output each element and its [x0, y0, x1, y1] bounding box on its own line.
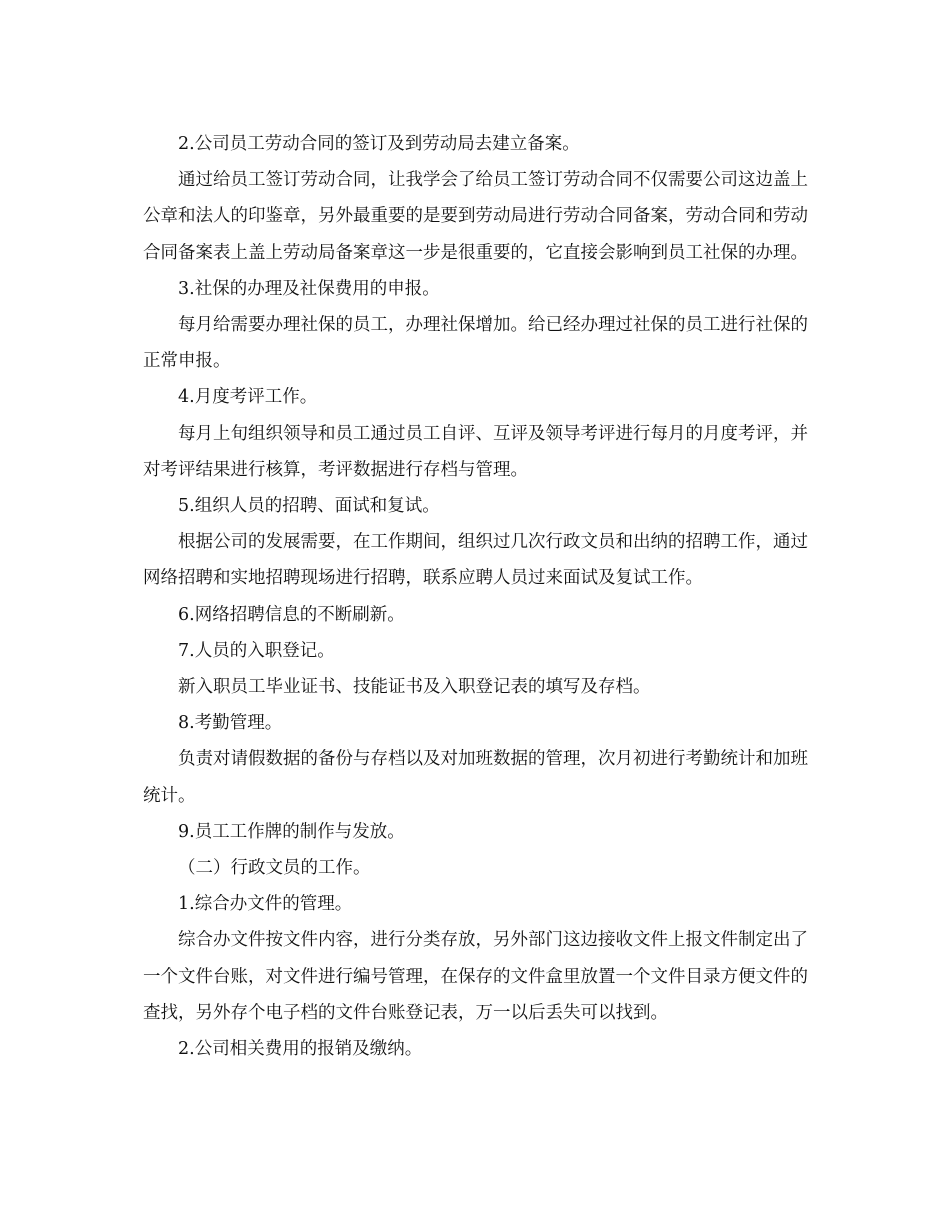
paragraph-heading: 5.组织人员的招聘、面试和复试。	[178, 496, 440, 517]
paragraph-body: 负责对请假数据的备份与存档以及对加班数据的管理，次月初进行考勤统计和加班统计。	[143, 749, 808, 806]
document-body	[143, 126, 808, 1067]
paragraph-heading: 8.考勤管理。	[178, 713, 283, 734]
paragraph-heading: 2.公司员工劳动合同的签订及到劳动局去建立备案。	[178, 134, 580, 154]
paragraph-body: 根据公司的发展需要，在工作期间，组织过几次行政文员和出纳的招聘工作，通过网络招聘和实地招聘现场进行招聘，联系应聘人员过来面试及复试工作。	[143, 532, 808, 589]
paragraph-body: 综合办文件按文件内容，进行分类存放，另外部门这边接收文件上报文件制定出了一个文件台账，对文件进行编号管理，在保存的文件盒里放置一个文件目录方便文件的查找，另外存个电子档的文件台账登记表，万一以后丢失可以找到。	[143, 930, 808, 1023]
section-heading: （二）行政文员的工作。	[178, 858, 371, 879]
paragraph-heading: 4.月度考评工作。	[178, 387, 318, 408]
paragraph-heading: 9.员工工作牌的制作与发放。	[178, 821, 405, 842]
paragraph-body: 每月上旬组织领导和员工通过员工自评、互评及领导考评进行每月的月度考评，并对考评结果进行核算，考评数据进行存档与管理。	[143, 423, 808, 480]
paragraph-body: 新入职员工毕业证书、技能证书及入职登记表的填写及存档。	[178, 677, 651, 698]
paragraph-heading: 7.人员的入职登记。	[178, 640, 335, 661]
paragraph-body: 每月给需要办理社保的员工，办理社保增加。给已经办理过社保的员工进行社保的正常申报。	[143, 315, 808, 372]
paragraph-heading: 2.公司相关费用的报销及缴纳。	[178, 1039, 423, 1060]
paragraph-heading: 3.社保的办理及社保费用的申报。	[178, 278, 440, 299]
paragraph-heading: 6.网络招聘信息的不断刷新。	[178, 604, 405, 625]
paragraph-heading: 1.综合办文件的管理。	[178, 894, 353, 915]
paragraph-body: 通过给员工签订劳动合同，让我学会了给员工签订劳动合同不仅需要公司这边盖上公章和法人的印鉴章，另外最重要的是要到劳动局进行劳动合同备案，劳动合同和劳动合同备案表上盖上劳动局备案章这一步是很重要的，它直接会影响到员工社保的办理。	[143, 170, 808, 263]
